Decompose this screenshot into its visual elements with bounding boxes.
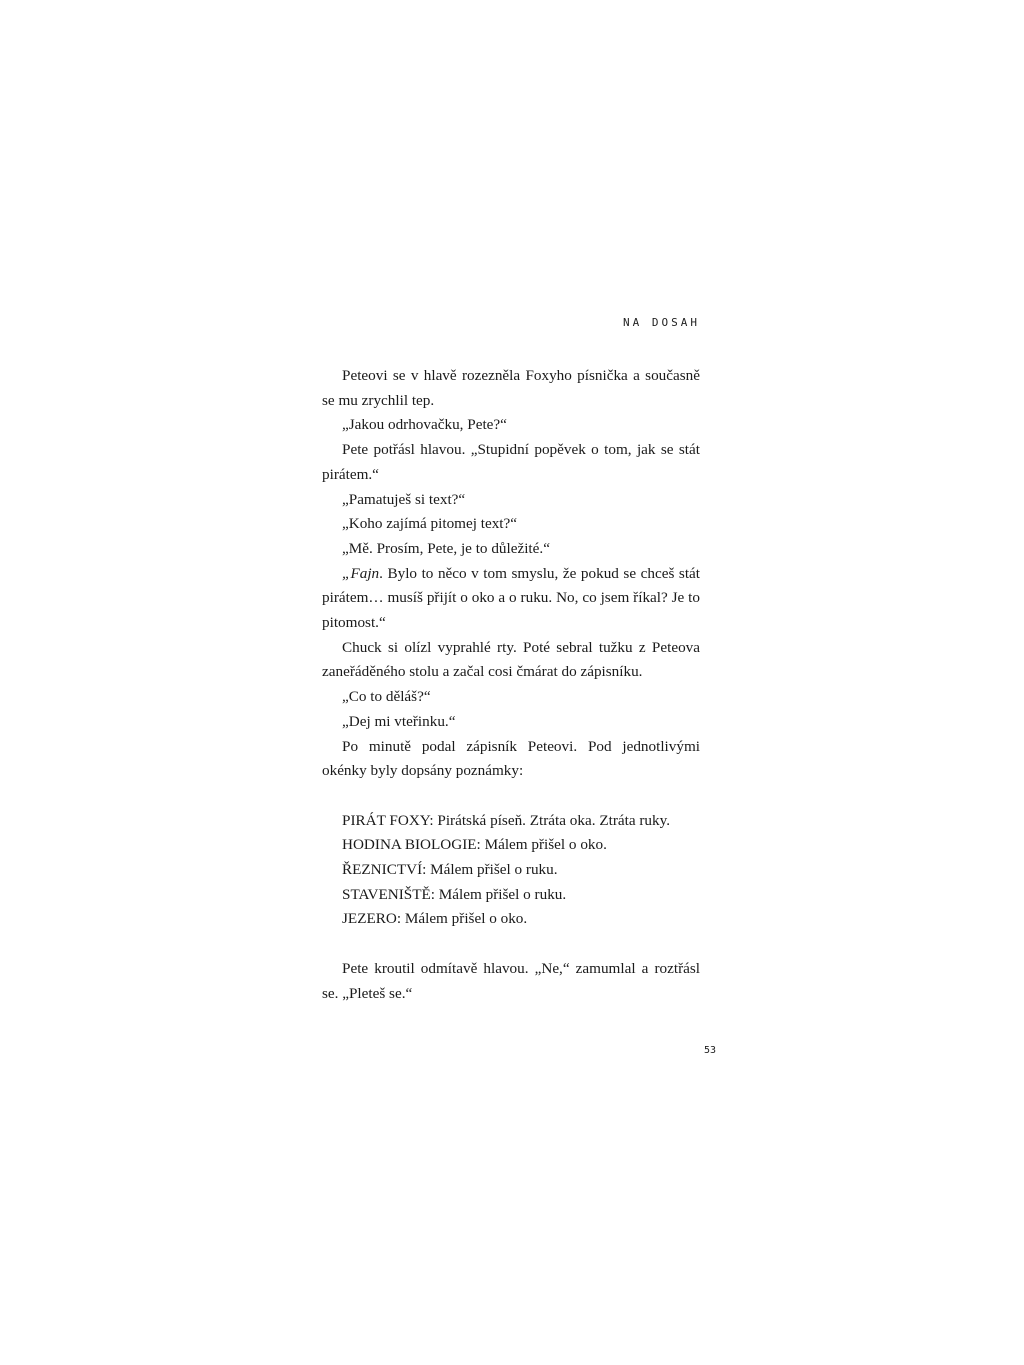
paragraph: Pete kroutil odmítavě hlavou. „Ne,“ zamumlal a roztřásl se. „Pleteš se.“ [322, 959, 700, 1002]
note-item: HODINA BIOLOGIE: Málem přišel o oko. [342, 836, 607, 854]
spacer [322, 932, 700, 957]
italic-word: „Fajn [342, 564, 380, 582]
note-item: STAVENIŠTĚ: Málem přišel o ruku. [342, 885, 567, 903]
paragraph: „Mě. Prosím, Pete, je to důležité.“ [342, 539, 550, 557]
paragraph: Pete potřásl hlavou. „Stupidní popěvek o tom, jak se stát pirátem.“ [322, 441, 700, 483]
paragraph: „Co to děláš?“ [342, 688, 431, 706]
running-head: NA DOSAH [623, 316, 700, 329]
note-item: ŘEZNICTVÍ: Málem přišel o ruku. [342, 861, 558, 879]
paragraph: „Pamatuješ si text?“ [342, 490, 466, 508]
note-item: PIRÁT FOXY: Pirátská píseň. Ztráta oka. Ztráta ruky. [342, 811, 671, 829]
paragraph-rest: . Bylo to něco v tom smyslu, že pokud se chceš stát pirátem… musíš přijít o oko a o ruku. No, co jsem říkal? Je to pitomost.“ [322, 564, 700, 632]
paragraph [322, 562, 700, 636]
paragraph: Po minutě podal zápisník Peteovi. Pod jednotlivými okénky byly dopsány poznámky: [322, 737, 700, 780]
paragraph: Chuck si olízl vyprahlé rty. Poté sebral tužku z Peteova zaneřáděného stolu a začal cosi čmárat do zápisníku. [322, 638, 700, 681]
paragraph: „Jakou odrhovačku, Pete?“ [342, 416, 507, 434]
body-text [322, 364, 700, 1006]
paragraph: „Koho zajímá pitomej text?“ [342, 515, 518, 533]
page-number: 53 [703, 1045, 716, 1056]
paragraph: „Dej mi vteřinku.“ [342, 712, 456, 730]
note-item: JEZERO: Málem přišel o oko. [342, 910, 528, 928]
notes-list [322, 809, 700, 933]
spacer [322, 784, 700, 809]
paragraph: Peteovi se v hlavě rozezněla Foxyho písnička a současně se mu zrychlil tep. [322, 367, 700, 409]
